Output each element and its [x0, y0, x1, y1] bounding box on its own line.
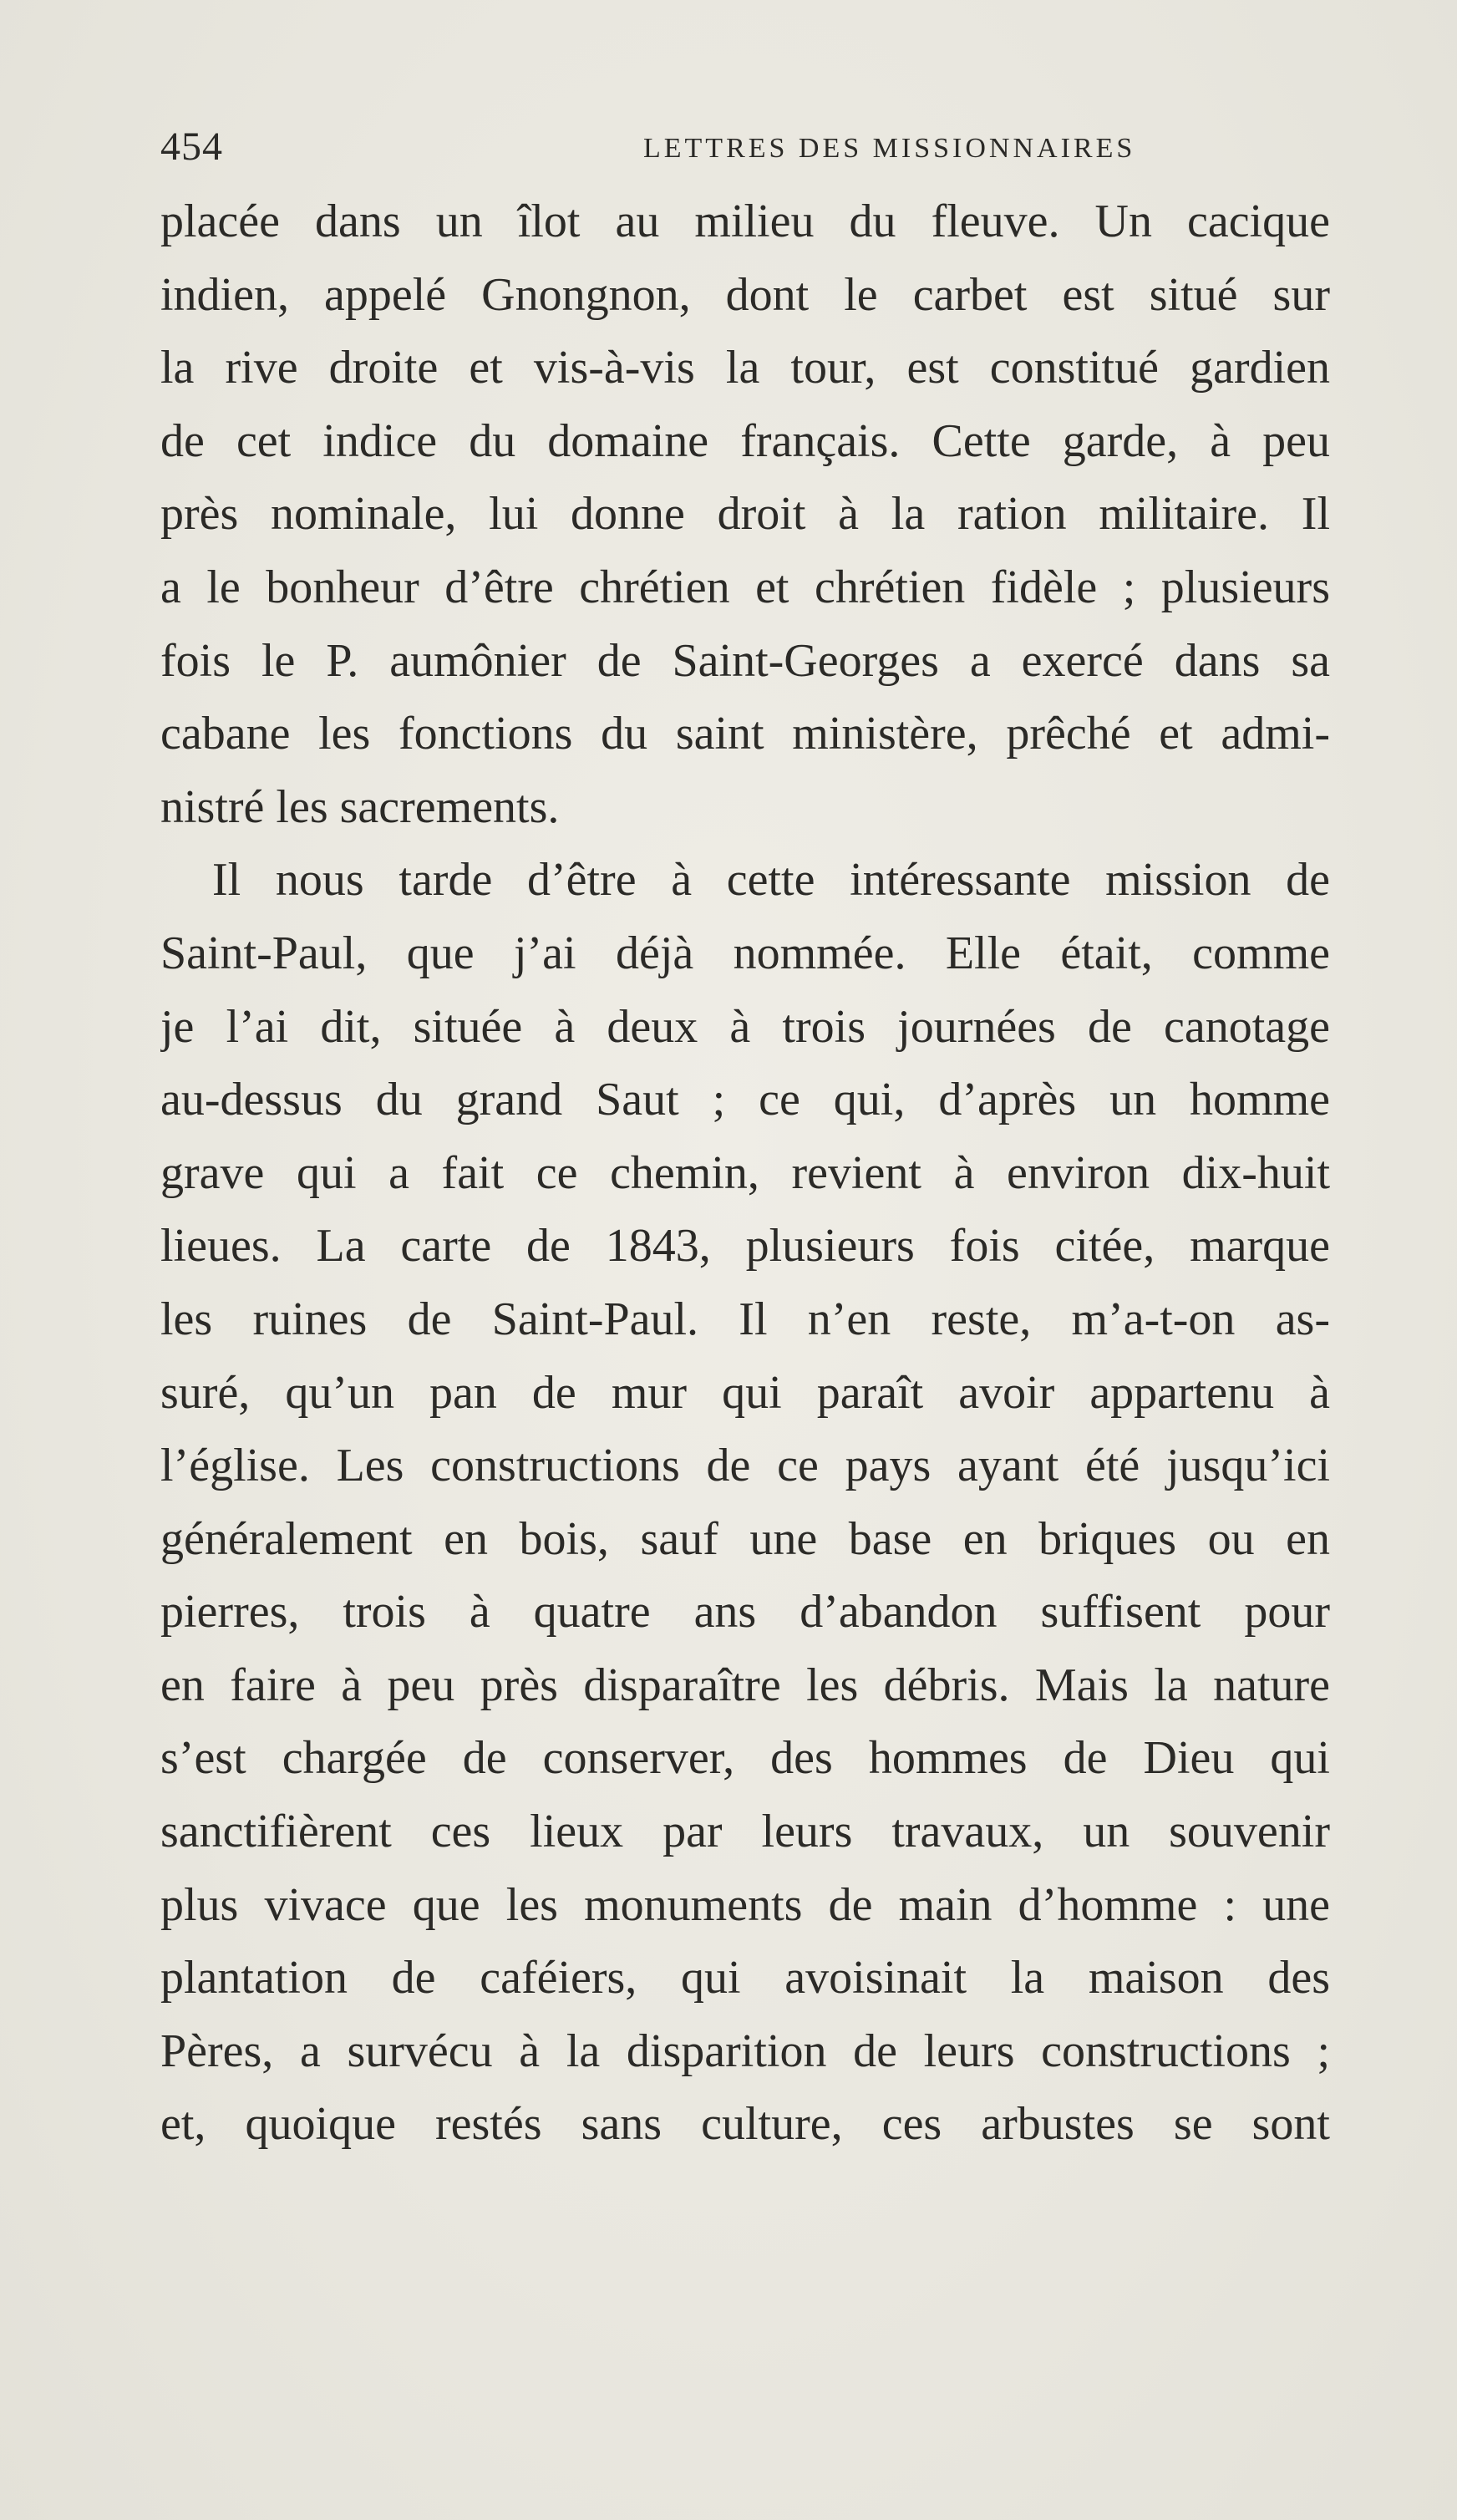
text-line: sanctifièrent ces lieux par leurs travaux, un souvenir	[160, 1806, 1330, 1858]
text-line: placée dans un îlot au milieu du fleuve. Un cacique	[160, 196, 1330, 247]
running-title: LETTRES DES MISSIONNAIRES	[643, 133, 1136, 164]
text-line: généralement en bois, sauf une base en briques ou en	[160, 1512, 1330, 1565]
text-line: plantation de caféiers, qui avoisinait la maison des	[160, 1952, 1330, 2004]
text-line: pierres, trois à quatre ans d’abandon suffisent pour	[160, 1586, 1330, 1639]
text-line: près nominale, lui donne droit à la ration militaire. Il	[160, 488, 1330, 541]
text-line: Pères, a survécu à la disparition de leurs constructions ;	[160, 2025, 1330, 2077]
text-line: fois le P. aumônier de Saint-Georges a exercé dans sa	[160, 634, 1330, 687]
text-line: lieues. La carte de 1843, plusieurs fois citée, marque	[160, 1220, 1330, 1273]
text-line: et, quoique restés sans culture, ces arbustes se sont	[160, 2098, 1330, 2151]
page-header	[160, 122, 1330, 172]
text-line: la rive droite et vis-à-vis la tour, est constitué gardien	[160, 342, 1330, 394]
text-line: grave qui a fait ce chemin, revient à environ dix-huit	[160, 1146, 1330, 1199]
text-line: de cet indice du domaine français. Cette garde, à peu	[160, 414, 1330, 467]
text-line: s’est chargée de conserver, des hommes de Dieu qui	[160, 1732, 1330, 1785]
text-line: suré, qu’un pan de mur qui paraît avoir appartenu à	[160, 1366, 1330, 1419]
text-line: Il nous tarde d’être à cette intéressante mission de	[212, 854, 1330, 907]
text-line: plus vivace que les monuments de main d’homme : une	[160, 1878, 1330, 1931]
text-line: en faire à peu près disparaître les débris. Mais la nature	[160, 1659, 1330, 1711]
text-line: indien, appelé Gnongnon, dont le carbet est situé sur	[160, 268, 1330, 321]
text-line: cabane les fonctions du saint ministère, prêché et admi-	[160, 708, 1330, 760]
text-line: nistré les sacrements.	[160, 780, 560, 833]
text-line: a le bonheur d’être chrétien et chrétien fidèle ; plusieurs	[160, 561, 1330, 613]
text-line: au-dessus du grand Saut ; ce qui, d’après un homme	[160, 1074, 1330, 1126]
text-line: je l’ai dit, située à deux à trois journées de canotage	[160, 1000, 1330, 1053]
text-line: les ruines de Saint-Paul. Il n’en reste, m’a-t-on as-	[160, 1293, 1330, 1345]
text-line: l’église. Les constructions de ce pays ayant été jusqu’ici	[160, 1440, 1330, 1492]
text-line: Saint-Paul, que j’ai déjà nommée. Elle était, comme	[160, 927, 1330, 979]
page-number: 454	[160, 124, 223, 169]
body-text	[160, 185, 1330, 2162]
